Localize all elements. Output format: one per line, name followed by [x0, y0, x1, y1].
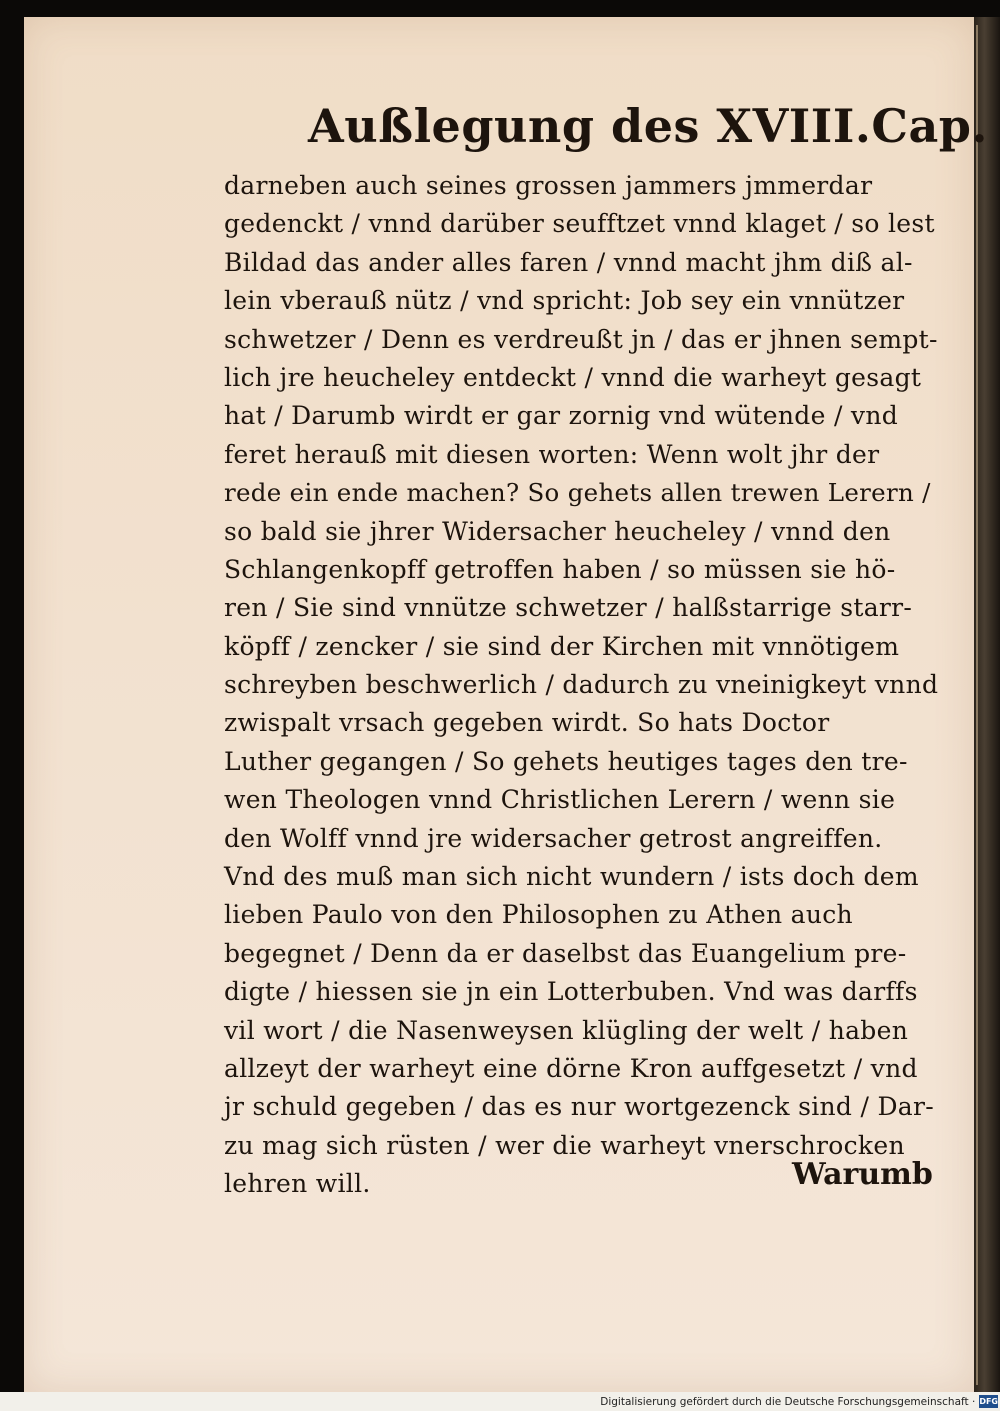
text-line: vil wort / die Nasenweysen klügling der welt / haben — [224, 1015, 909, 1045]
text-line: lieben Paulo von den Philosophen zu Athen auch — [224, 900, 853, 930]
page-text — [200, 97, 988, 1204]
text-line: begegnet / Denn da er daselbst das Euangelium pre- — [224, 938, 907, 968]
text-line: Luther gegangen / So gehets heutiges tages den tre- — [224, 746, 908, 776]
text-line: den Wolff vnnd jre widersacher getrost angreiffen. — [224, 823, 883, 853]
text-line: Vnd des muß man sich nicht wundern / ists doch dem — [224, 862, 919, 892]
text-line: lehren will. — [224, 1169, 371, 1199]
text-line: Bildad das ander alles faren / vnnd macht jhm diß al- — [224, 247, 913, 277]
text-line: lich jre heucheley entdeckt / vnnd die warheyt gesagt — [224, 362, 922, 392]
catchword: Warumb — [792, 1157, 933, 1192]
text-line: köpff / zencker / sie sind der Kirchen mit vnnötigem — [224, 631, 900, 661]
text-line: rede ein ende machen? So gehets allen trewen Lerern / — [224, 478, 931, 508]
text-line: schwetzer / Denn es verdreußt jn / das er jhnen sempt- — [224, 324, 938, 354]
text-line: allzeyt der warheyt eine dörne Kron auffgesetzt / vnd — [224, 1053, 918, 1083]
dfg-logo: DFG — [979, 1397, 998, 1406]
text-line: feret herauß mit diesen worten: Wenn wolt jhr der — [224, 439, 880, 469]
text-line: gedenckt / vnnd darüber seufftzet vnnd klaget / so lest — [224, 209, 935, 239]
text-lines — [200, 167, 944, 1204]
funding-text: Digitalisierung gefördert durch die Deutsche Forschungsgemeinschaft · — [600, 1395, 976, 1408]
text-line: darneben auch seines grossen jammers jmmerdar — [224, 171, 873, 200]
text-line: zu mag sich rüsten / wer die warheyt vnerschrocken — [224, 1130, 905, 1160]
text-line: jr schuld gegeben / das es nur wortgezenck sind / Dar- — [224, 1092, 934, 1122]
running-heading: Außlegung des XVIII.Cap. — [308, 99, 988, 153]
text-line: schreyben beschwerlich / dadurch zu vneinigkeyt vnnd — [224, 670, 939, 700]
text-line: lein vberauß nütz / vnd spricht: Job sey ein vnnützer — [224, 286, 905, 316]
text-line: so bald sie jhrer Widersacher heucheley / vnnd den — [224, 516, 891, 546]
text-line: digte / hiessen sie jn ein Lotterbuben. Vnd was darffs — [224, 977, 918, 1007]
text-line: ren / Sie sind vnnütze schwetzer / halßstarrige starr- — [224, 593, 913, 623]
page-edge-highlight — [976, 25, 978, 1385]
text-line: hat / Darumb wirdt er gar zornig vnd wütende / vnd — [224, 401, 899, 431]
text-line: wen Theologen vnnd Christlichen Lerern / wenn sie — [224, 785, 896, 815]
funding-footer — [600, 1392, 1000, 1411]
text-line: zwispalt vrsach gegeben wirdt. So hats Doctor — [224, 708, 830, 738]
text-line: Schlangenkopff getroffen haben / so müssen sie hö- — [224, 554, 896, 584]
